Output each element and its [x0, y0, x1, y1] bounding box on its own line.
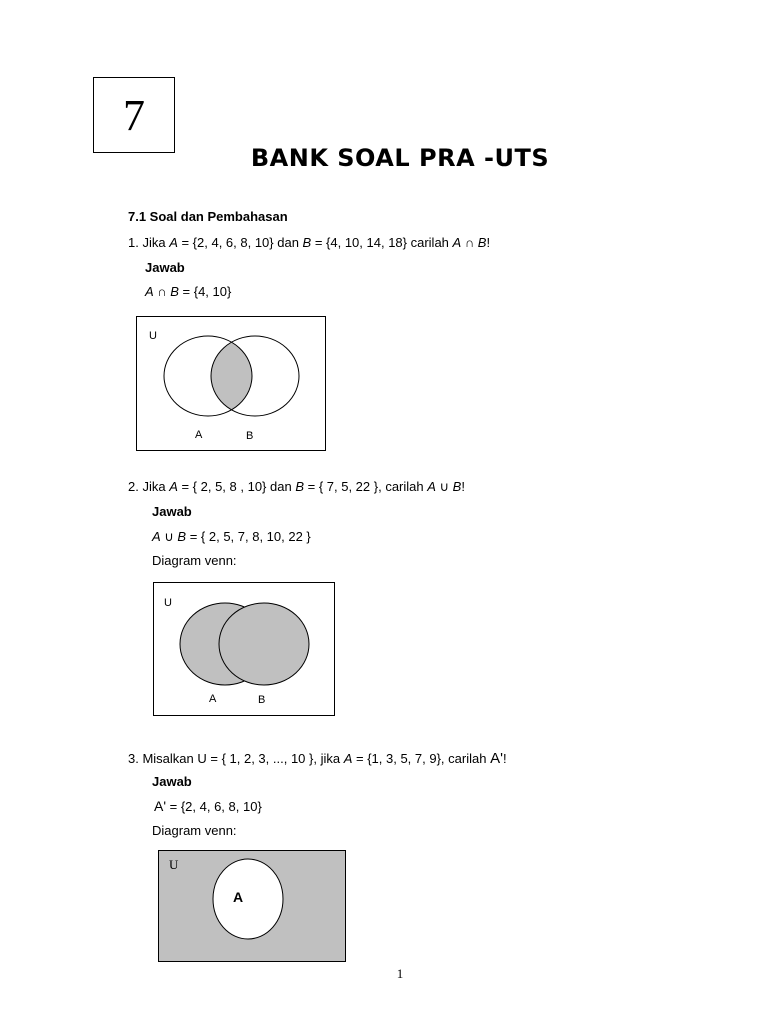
answer-label-1: Jawab [145, 260, 185, 275]
venn-universe-label: U [164, 597, 172, 609]
answer-2: A ∪ B = { 2, 5, 7, 8, 10, 22 } [152, 529, 311, 544]
venn-universe-label: U [149, 330, 157, 342]
answer-3: A' = {2, 4, 6, 8, 10} [154, 798, 262, 814]
venn-label-a: A [209, 693, 217, 705]
chapter-number-box [93, 77, 175, 153]
question-2: 2. Jika A = { 2, 5, 8 , 10} dan B = { 7, 5, 22 }, carilah A ∪ B! [128, 479, 465, 494]
venn-universe-label: U [169, 857, 179, 872]
question-1: 1. Jika A = {2, 4, 6, 8, 10} dan B = {4, 10, 14, 18} carilah A ∩ B! [128, 235, 491, 250]
diagram-label-2: Diagram venn: [152, 553, 237, 568]
set-a-circle-unshaded [213, 859, 283, 939]
venn-intersection-svg [137, 317, 325, 450]
venn-label-a: A [195, 429, 203, 441]
venn-diagram-intersection [136, 316, 326, 451]
answer-1: A ∩ B = {4, 10} [145, 284, 232, 299]
question-3: 3. Misalkan U = { 1, 2, 3, ..., 10 }, jika A = {1, 3, 5, 7, 9}, carilah A'! [128, 750, 507, 767]
diagram-label-3: Diagram venn: [152, 823, 237, 838]
venn-label-b: B [258, 694, 266, 706]
venn-diagram-union [153, 582, 335, 716]
venn-complement-svg [159, 851, 345, 961]
answer-label-2: Jawab [152, 504, 192, 519]
chapter-number: 7 [123, 90, 145, 140]
venn-label-a: A [233, 889, 244, 905]
page-number: 1 [396, 966, 404, 981]
set-b-circle-shaded [219, 603, 309, 685]
page-title: BANK SOAL PRA -UTS [250, 144, 550, 172]
venn-label-b: B [246, 430, 254, 442]
venn-union-svg [154, 583, 334, 715]
section-heading: 7.1 Soal dan Pembahasan [128, 209, 288, 224]
venn-diagram-complement [158, 850, 346, 962]
answer-label-3: Jawab [152, 774, 192, 789]
